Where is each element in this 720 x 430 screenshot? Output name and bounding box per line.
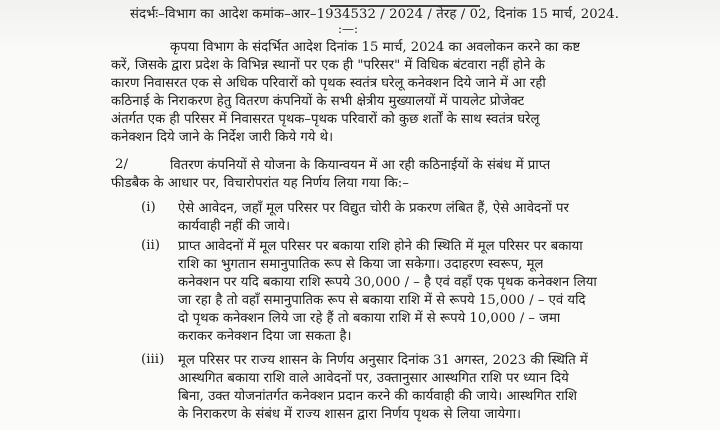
intro-text-3: कारण निवासरत एक से अधिक परिवारों को पृथक स्वतंत्र घरेलू कनेक्शन दिये जाने में आ रही (111, 76, 546, 91)
reference-line: संदर्भः–विभाग का आदेश कमांक–आर–1934532 / 2024 / तेरह / 02, दिनांक 15 मार्च, 2024. (130, 7, 619, 22)
intro-text-2: करें, जिसके द्वारा प्रदेश के विभिन्न स्थानों पर एक ही "परिसर" में विधिक बंटवारा नहीं होने के (111, 58, 545, 73)
item-iii-text-3: बिना, उक्त योजनांतर्गत कनेक्शन प्रदान करने की कार्यवाही की जाये। आस्थगित राशि (178, 389, 577, 404)
item-ii-text-1: प्राप्त आवेदनों में मूल परिसर पर बकाया राशि होने की स्थिति में मूल परिसर पर बकाया (178, 239, 583, 254)
item-ii-text-5: दो पृथक कनेक्शन लिये जा रहे हैं तो बकाया राशि में से रूपये 10,000 / – जमा (178, 311, 561, 326)
item-iii-label: (iii) (141, 352, 165, 367)
item-ii-line-6 (178, 328, 352, 351)
intro-text-4: कठिनाई के निराकरण हेतु वितरण कंपनियों के सभी क्षेत्रीय मुख्यालयों में पायलेट प्रोजेक्ट (111, 94, 525, 109)
section-2-text-1: वितरण कंपनियों से योजना के कियान्वयन में आ रही कठिनाईयों के संबंध में प्राप्त (170, 158, 551, 173)
section-2-line-2 (111, 175, 409, 198)
item-ii-text-2: राशि का भुगतान समानुपातिक रूप से किया जा सकेगा। उदाहरण स्वरूप, मूल (178, 257, 544, 272)
intro-line-6 (111, 129, 333, 152)
intro-text-5: अंतर्गत एक ही परिसर में निवासरत पृथक–पृथक परिवारों को कुछ शर्तों के साथ स्वतंत्र घरेलू (111, 112, 540, 127)
item-iii-line-4 (178, 406, 521, 429)
separator: :—: (338, 22, 359, 36)
item-iii-text-2: आस्थगित बकाया राशि वाले आवेदनों पर, उक्तानुसार आस्थगित राशि पर ध्यान दिये (178, 371, 569, 386)
item-i-text-1: ऐसे आवेदन, जहाँ मूल परिसर पर विद्युत चोरी के प्रकरण लंबित हैं, ऐसे आवेदनों पर (178, 201, 569, 216)
item-iii-text-4: के निराकरण के संबंध में राज्य शासन द्वारा निर्णय पृथक से लिया जायेगा। (178, 407, 522, 422)
item-ii-label: (ii) (141, 238, 161, 253)
intro-text-6: कनेक्शन दिये जाने के निर्देश जारी किये गये थे। (111, 130, 334, 145)
item-iii-text-1: मूल परिसर पर राज्य शासन के निर्णय अनुसार दिनांक 31 अगस्त, 2023 की स्थिति में (178, 353, 588, 368)
section-2-text-2: फीडबैक के आधार पर, विचारोपरांत यह निर्णय लिया गया कि:– (111, 176, 409, 191)
item-ii-text-3: कनेक्शन पर यदि बकाया राशि रूपये 30,000 / – है एवं वहाँ एक पृथक कनेक्शन लिया (178, 275, 597, 290)
item-ii-text-6: कराकर कनेक्शन दिया जा सकता है। (178, 329, 352, 344)
item-i-text-2: कार्यवाही नहीं की जाये। (178, 219, 291, 234)
item-i-label: (i) (141, 200, 156, 215)
item-ii-text-4: जा रहा है तो वहाँ समानुपातिक रूप से बकाया राशि में से रूपये 15,000 / – एवं यदि (178, 293, 586, 308)
intro-text-1: कृपया विभाग के संदर्भित आदेश दिनांक 15 मार्च, 2024 का अवलोकन करने का कष्ट (170, 40, 581, 55)
section-2-number: 2/ (115, 157, 129, 172)
